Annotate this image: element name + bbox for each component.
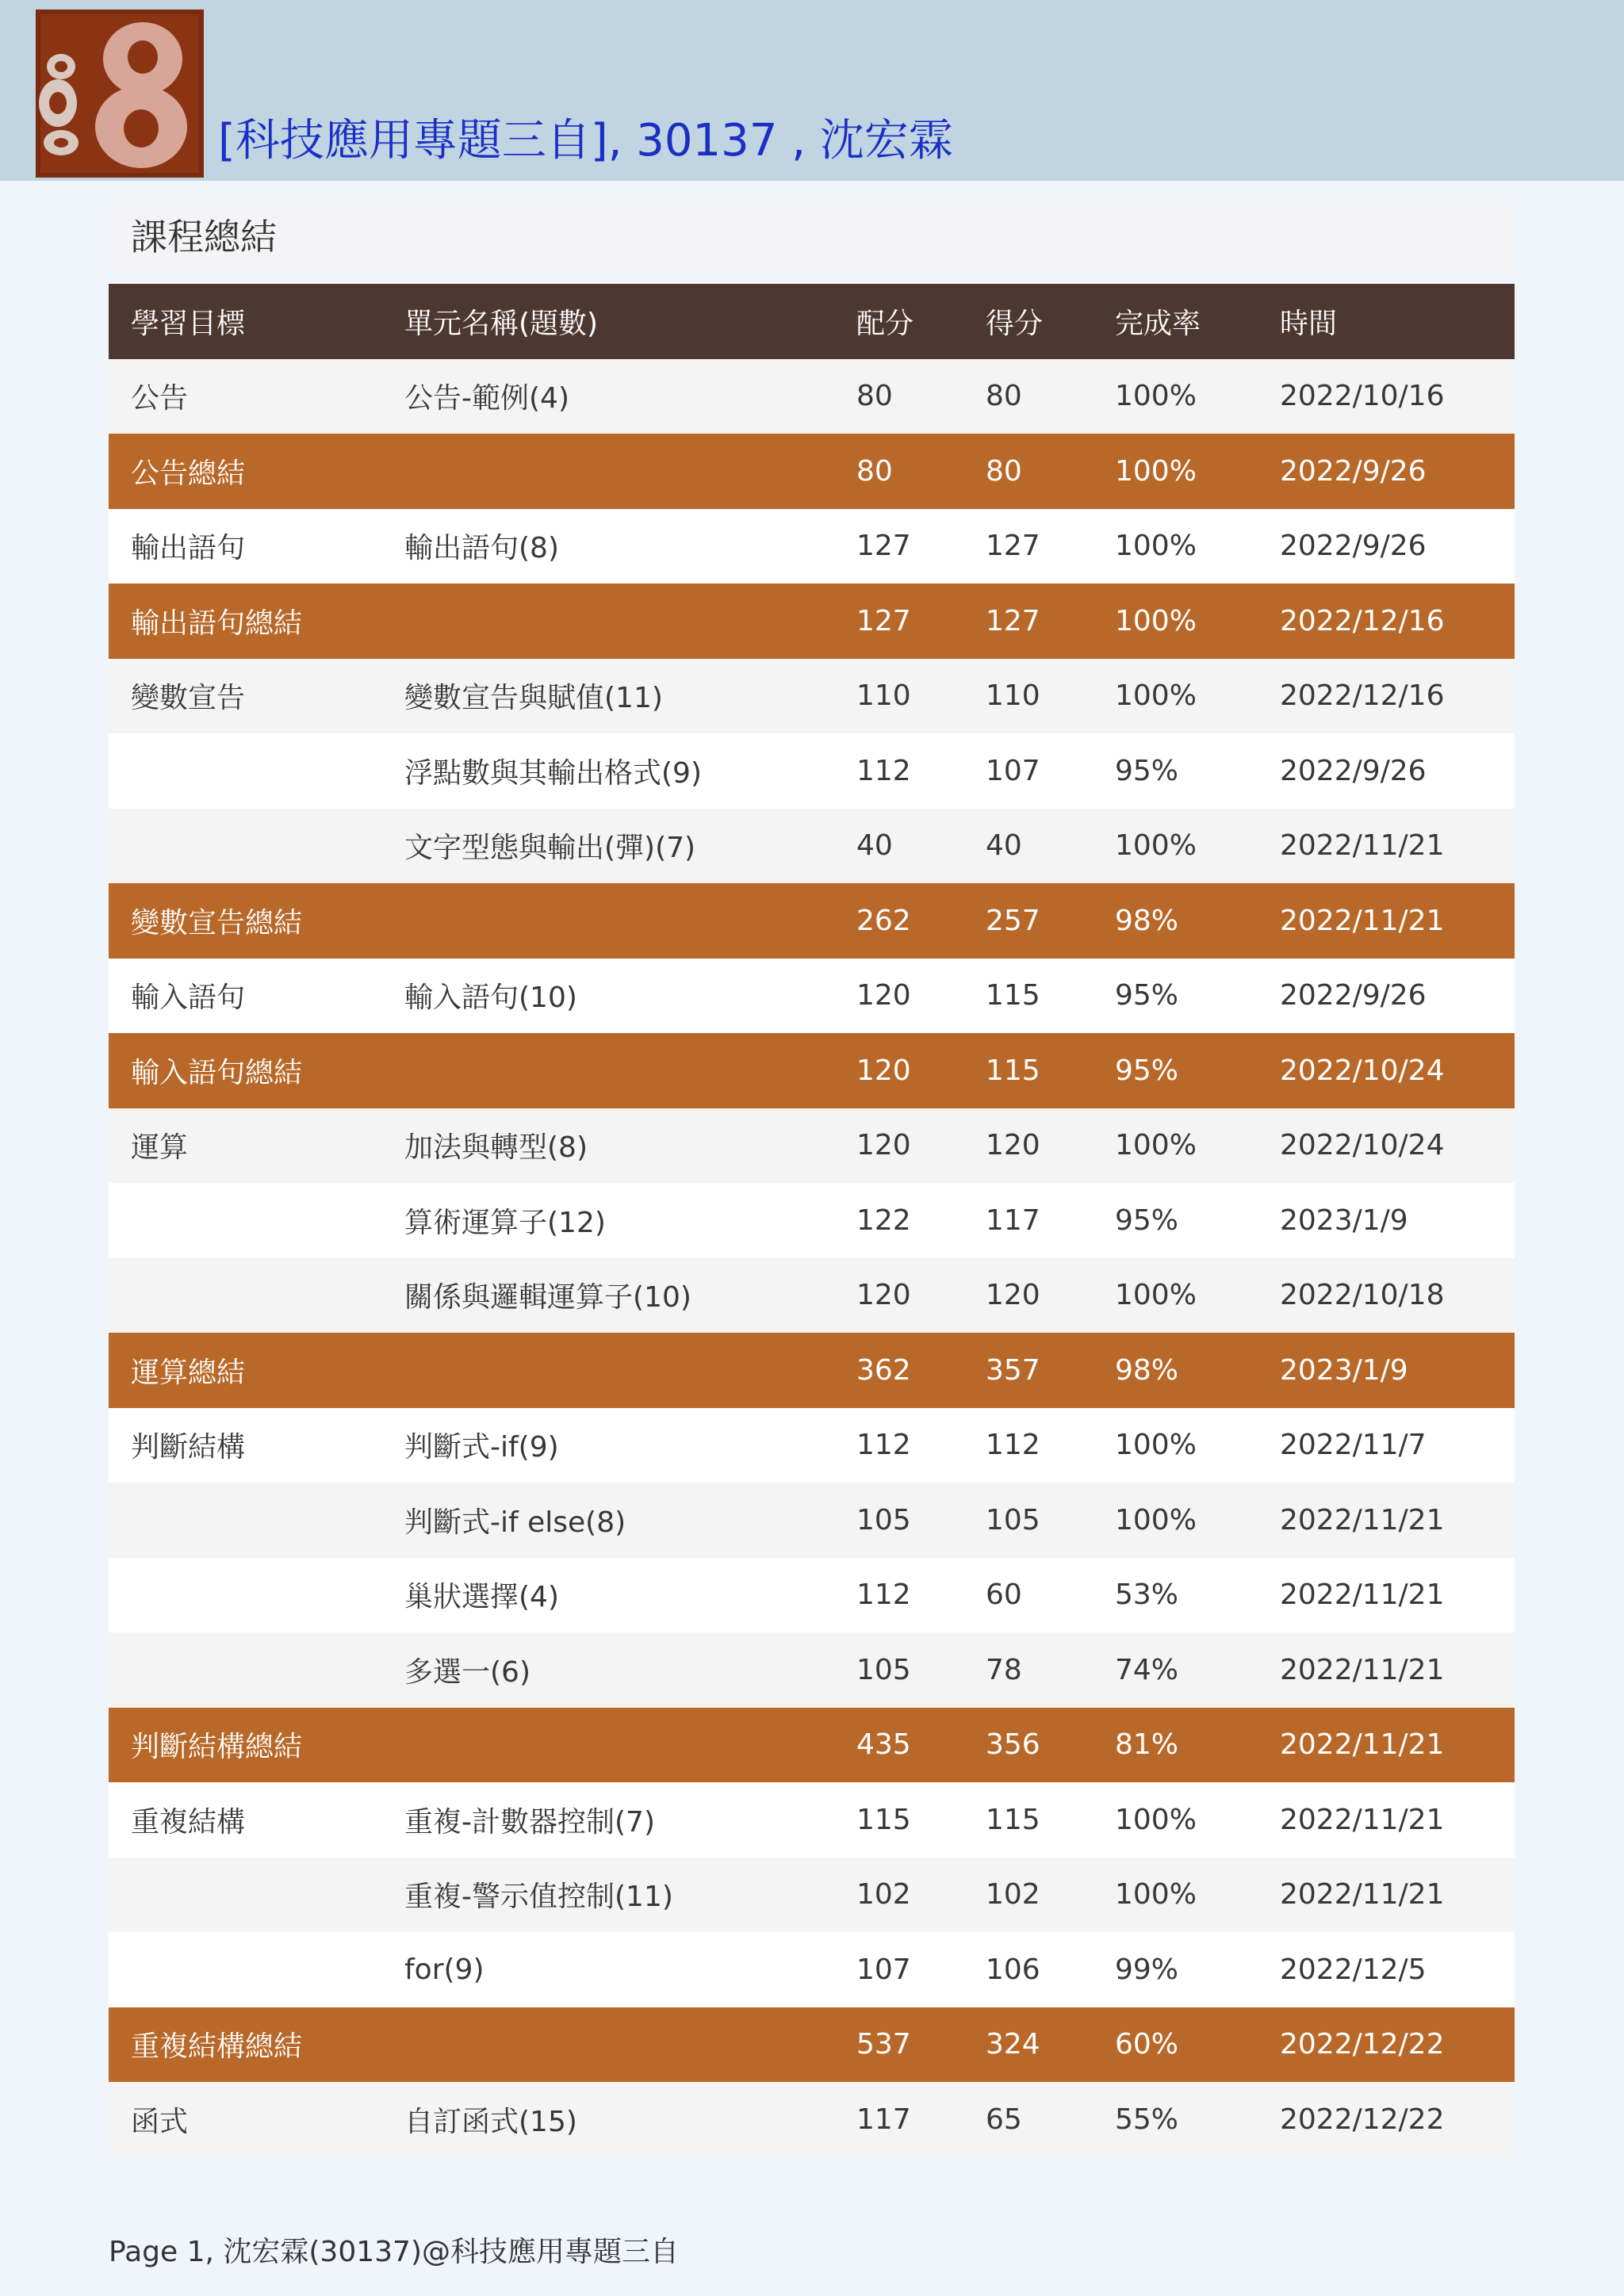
unit-cell: for(9) xyxy=(404,1953,485,1986)
rate-cell: 100% xyxy=(1115,1878,1197,1911)
table-row xyxy=(109,359,1515,434)
goal-cell: 輸出語句總結 xyxy=(131,607,303,640)
summary-row xyxy=(109,1708,1515,1783)
score-cell: 120 xyxy=(856,979,911,1012)
earned-cell: 105 xyxy=(986,1503,1040,1536)
table-row xyxy=(109,659,1515,734)
column-header-goal: 學習目標 xyxy=(131,307,246,340)
goal-cell: 重複結構總結 xyxy=(131,2030,303,2064)
time-cell: 2022/9/26 xyxy=(1280,454,1427,488)
score-cell: 107 xyxy=(856,1953,911,1986)
goal-cell xyxy=(109,1632,382,1708)
rate-cell: 53% xyxy=(1115,1578,1179,1612)
goal-cell xyxy=(109,733,382,809)
rate-cell: 100% xyxy=(1115,530,1197,563)
earned-cell: 80 xyxy=(986,454,1022,488)
earned-cell: 40 xyxy=(986,829,1022,863)
score-cell: 102 xyxy=(856,1878,911,1911)
rate-cell: 100% xyxy=(1115,454,1197,488)
rate-cell: 100% xyxy=(1115,1803,1197,1836)
time-cell: 2022/11/21 xyxy=(1280,1803,1445,1836)
score-cell: 120 xyxy=(856,1054,911,1087)
column-header-unit: 單元名稱(題數) xyxy=(404,307,599,340)
goal-cell: 公告總結 xyxy=(131,457,246,490)
goal-cell: 輸入語句總結 xyxy=(131,1056,303,1089)
time-cell: 2022/12/22 xyxy=(1280,2028,1445,2061)
column-header-rate: 完成率 xyxy=(1115,307,1201,340)
time-cell: 2022/9/26 xyxy=(1280,979,1427,1012)
earned-cell: 115 xyxy=(986,979,1040,1012)
earned-cell: 356 xyxy=(986,1728,1040,1762)
score-cell: 105 xyxy=(856,1503,911,1536)
score-cell: 120 xyxy=(856,1279,911,1312)
score-cell: 362 xyxy=(856,1353,911,1387)
table-row xyxy=(109,1558,1515,1633)
table-row xyxy=(109,733,1515,809)
goal-cell xyxy=(109,1183,382,1258)
unit-cell xyxy=(382,434,834,509)
table-row xyxy=(109,1858,1515,1933)
summary-row xyxy=(109,2007,1515,2083)
time-cell: 2022/11/7 xyxy=(1280,1429,1427,1462)
time-cell: 2023/1/9 xyxy=(1280,1203,1408,1237)
table-row xyxy=(109,809,1515,884)
earned-cell: 115 xyxy=(986,1803,1040,1836)
earned-cell: 60 xyxy=(986,1578,1022,1612)
score-cell: 80 xyxy=(856,454,893,488)
rate-cell: 100% xyxy=(1115,829,1197,863)
goal-cell xyxy=(109,1932,382,2007)
earned-cell: 120 xyxy=(986,1279,1040,1312)
goal-cell: 輸出語句 xyxy=(131,532,246,565)
table-row xyxy=(109,1932,1515,2007)
summary-row xyxy=(109,434,1515,509)
earned-cell: 257 xyxy=(986,904,1040,937)
rate-cell: 74% xyxy=(1115,1653,1179,1686)
unit-cell: 輸入語句(10) xyxy=(404,982,577,1015)
table-row xyxy=(109,959,1515,1034)
score-cell: 40 xyxy=(856,829,893,863)
score-cell: 112 xyxy=(856,1578,911,1612)
table-header-row xyxy=(109,284,1515,359)
unit-cell: 浮點數與其輸出格式(9) xyxy=(404,756,702,790)
rate-cell: 100% xyxy=(1115,1129,1197,1162)
unit-cell: 變數宣告與賦值(11) xyxy=(404,682,663,715)
column-header-score: 配分 xyxy=(856,307,914,340)
table-row xyxy=(109,1408,1515,1483)
rate-cell: 95% xyxy=(1115,754,1179,787)
rate-cell: 95% xyxy=(1115,1203,1179,1237)
unit-cell xyxy=(382,883,834,959)
time-cell: 2022/10/24 xyxy=(1280,1054,1445,1087)
earned-cell: 106 xyxy=(986,1953,1040,1986)
score-cell: 127 xyxy=(856,530,911,563)
table-row xyxy=(109,1108,1515,1184)
goal-cell: 判斷結構 xyxy=(131,1431,246,1464)
goal-cell: 運算總結 xyxy=(131,1356,246,1389)
goal-cell: 運算 xyxy=(131,1131,189,1165)
rate-cell: 100% xyxy=(1115,380,1197,413)
unit-cell: 判斷式-if(9) xyxy=(404,1431,559,1464)
goal-cell xyxy=(109,1858,382,1933)
earned-cell: 65 xyxy=(986,2103,1022,2136)
summary-row xyxy=(109,584,1515,659)
rate-cell: 95% xyxy=(1115,1054,1179,1087)
time-cell: 2022/9/26 xyxy=(1280,754,1427,787)
score-cell: 110 xyxy=(856,679,911,713)
summary-row xyxy=(109,1033,1515,1108)
earned-cell: 117 xyxy=(986,1203,1040,1237)
rate-cell: 100% xyxy=(1115,679,1197,713)
goal-cell xyxy=(109,1558,382,1633)
table-row xyxy=(109,1183,1515,1258)
earned-cell: 107 xyxy=(986,754,1040,787)
goal-cell xyxy=(109,1258,382,1334)
time-cell: 2022/11/21 xyxy=(1280,904,1445,937)
goal-cell: 函式 xyxy=(131,2105,189,2138)
goal-cell: 變數宣告 xyxy=(131,682,246,715)
time-cell: 2022/12/16 xyxy=(1280,604,1445,637)
rate-cell: 95% xyxy=(1115,979,1179,1012)
unit-cell: 輸出語句(8) xyxy=(404,532,559,565)
time-cell: 2022/11/21 xyxy=(1280,1503,1445,1536)
score-cell: 112 xyxy=(856,1429,911,1462)
table-row xyxy=(109,1483,1515,1558)
score-cell: 435 xyxy=(856,1728,911,1762)
unit-cell xyxy=(382,1033,834,1108)
rate-cell: 100% xyxy=(1115,604,1197,637)
unit-cell: 重複-計數器控制(7) xyxy=(404,1805,655,1839)
school-logo xyxy=(36,10,204,178)
page-title: [科技應用專題三自], 30137 , 沈宏霖 xyxy=(218,115,953,166)
unit-cell: 自訂函式(15) xyxy=(404,2105,577,2138)
earned-cell: 127 xyxy=(986,530,1040,563)
unit-cell: 關係與邏輯運算子(10) xyxy=(404,1281,691,1314)
rate-cell: 100% xyxy=(1115,1503,1197,1536)
table-body xyxy=(109,359,1515,2157)
rate-cell: 99% xyxy=(1115,1953,1179,1986)
goal-cell xyxy=(109,1483,382,1558)
goal-cell: 判斷結構總結 xyxy=(131,1731,303,1764)
score-cell: 120 xyxy=(856,1129,911,1162)
column-header-earned: 得分 xyxy=(986,307,1044,340)
page-footer: Page 1, 沈宏霖(30137)@科技應用專題三自 xyxy=(109,2236,679,2268)
earned-cell: 80 xyxy=(986,380,1022,413)
goal-cell: 變數宣告總結 xyxy=(131,906,303,939)
earned-cell: 78 xyxy=(986,1653,1022,1686)
time-cell: 2022/11/21 xyxy=(1280,1653,1445,1686)
time-cell: 2022/11/21 xyxy=(1280,829,1445,863)
rate-cell: 98% xyxy=(1115,904,1179,937)
table-row xyxy=(109,1782,1515,1858)
unit-cell: 文字型態與輸出(彈)(7) xyxy=(404,832,696,865)
time-cell: 2022/9/26 xyxy=(1280,530,1427,563)
score-cell: 537 xyxy=(856,2028,911,2061)
earned-cell: 120 xyxy=(986,1129,1040,1162)
unit-cell: 重複-警示值控制(11) xyxy=(404,1881,673,1914)
time-cell: 2022/11/21 xyxy=(1280,1578,1445,1612)
goal-cell: 輸入語句 xyxy=(131,982,246,1015)
earned-cell: 115 xyxy=(986,1054,1040,1087)
rate-cell: 98% xyxy=(1115,1353,1179,1387)
earned-cell: 112 xyxy=(986,1429,1040,1462)
earned-cell: 357 xyxy=(986,1353,1040,1387)
time-cell: 2022/12/5 xyxy=(1280,1953,1427,1986)
table-row xyxy=(109,1258,1515,1334)
score-cell: 80 xyxy=(856,380,893,413)
time-cell: 2022/12/16 xyxy=(1280,679,1445,713)
time-cell: 2022/10/18 xyxy=(1280,1279,1445,1312)
goal-cell xyxy=(109,809,382,884)
earned-cell: 324 xyxy=(986,2028,1040,2061)
time-cell: 2022/10/16 xyxy=(1280,380,1445,413)
summary-row xyxy=(109,1333,1515,1408)
table-row xyxy=(109,2082,1515,2157)
earned-cell: 102 xyxy=(986,1878,1040,1911)
unit-cell: 公告-範例(4) xyxy=(404,382,569,415)
table-row xyxy=(109,509,1515,584)
score-cell: 117 xyxy=(856,2103,911,2136)
goal-cell: 公告 xyxy=(131,382,189,415)
unit-cell: 巢狀選擇(4) xyxy=(404,1581,559,1614)
table-row xyxy=(109,1632,1515,1708)
score-cell: 112 xyxy=(856,754,911,787)
score-cell: 115 xyxy=(856,1803,911,1836)
unit-cell: 判斷式-if else(8) xyxy=(404,1506,626,1539)
time-cell: 2022/11/21 xyxy=(1280,1878,1445,1911)
time-cell: 2023/1/9 xyxy=(1280,1353,1408,1387)
unit-cell: 多選一(6) xyxy=(404,1655,530,1689)
summary-row xyxy=(109,883,1515,959)
unit-cell xyxy=(382,1333,834,1408)
time-cell: 2022/11/21 xyxy=(1280,1728,1445,1762)
earned-cell: 110 xyxy=(986,679,1040,713)
score-cell: 105 xyxy=(856,1653,911,1686)
unit-cell xyxy=(382,2007,834,2083)
time-cell: 2022/10/24 xyxy=(1280,1129,1445,1162)
column-header-time: 時間 xyxy=(1280,307,1338,340)
unit-cell xyxy=(382,1708,834,1783)
goal-cell: 重複結構 xyxy=(131,1805,246,1839)
rate-cell: 55% xyxy=(1115,2103,1179,2136)
unit-cell: 算術運算子(12) xyxy=(404,1206,606,1239)
score-cell: 127 xyxy=(856,604,911,637)
rate-cell: 100% xyxy=(1115,1429,1197,1462)
course-summary-table xyxy=(109,284,1515,2157)
time-cell: 2022/12/22 xyxy=(1280,2103,1445,2136)
rate-cell: 60% xyxy=(1115,2028,1179,2061)
unit-cell xyxy=(382,584,834,659)
rate-cell: 100% xyxy=(1115,1279,1197,1312)
score-cell: 122 xyxy=(856,1203,911,1237)
section-title: 課程總結 xyxy=(109,202,1515,272)
unit-cell: 加法與轉型(8) xyxy=(404,1131,588,1165)
score-cell: 262 xyxy=(856,904,911,937)
rate-cell: 81% xyxy=(1115,1728,1179,1762)
page-header xyxy=(0,0,1624,181)
earned-cell: 127 xyxy=(986,604,1040,637)
